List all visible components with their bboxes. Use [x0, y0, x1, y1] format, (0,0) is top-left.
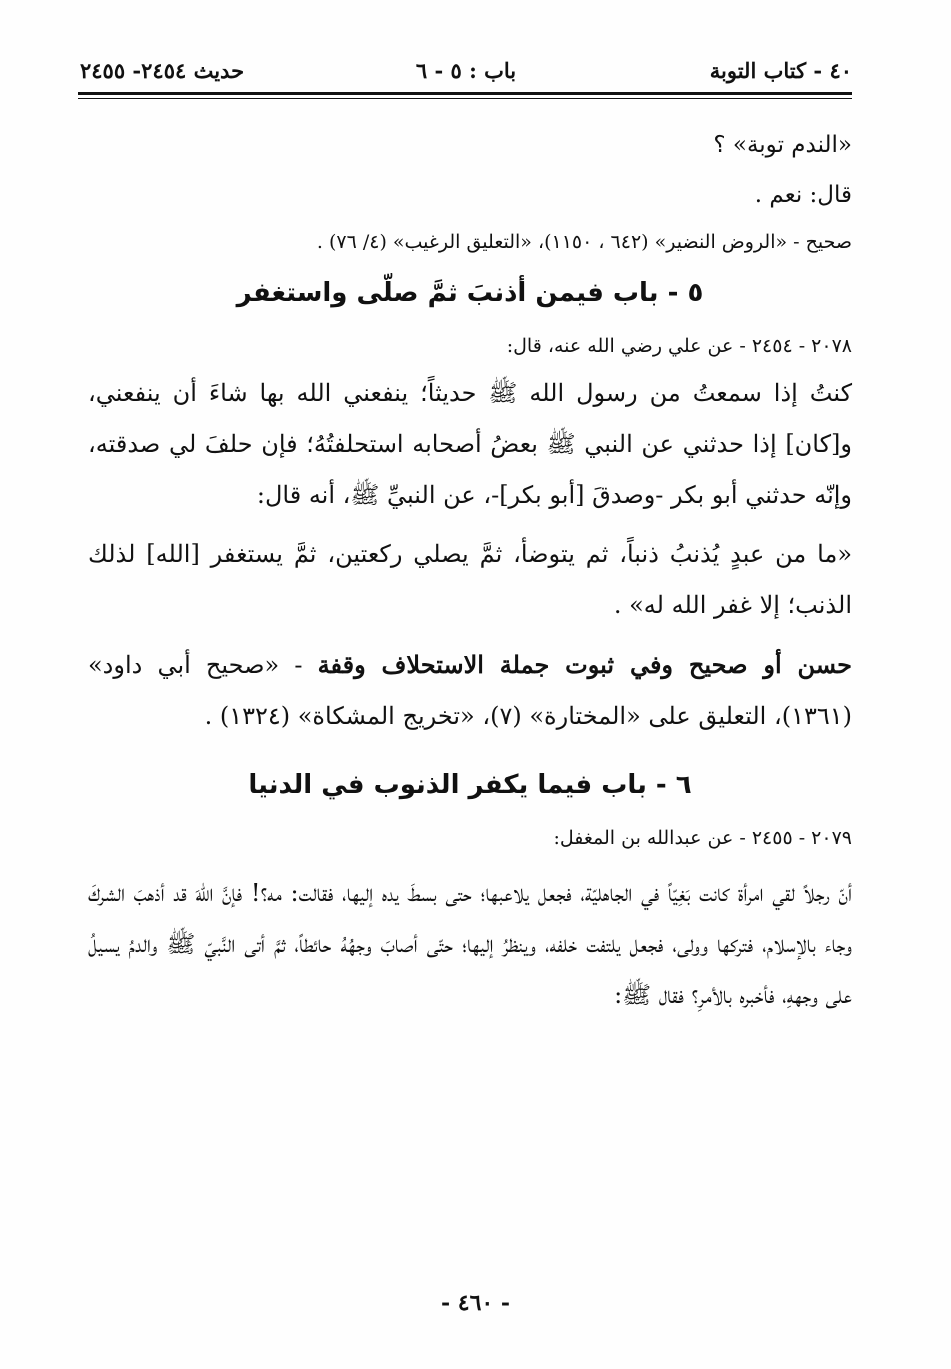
- grading-2078: [88, 639, 852, 742]
- chapter-heading-5: ٥ - باب فيمن أذنبَ ثمَّ صلّى واستغفر: [236, 278, 704, 308]
- chapter-heading-6: ٦ - باب فيما يكفر الذنوب في الدنيا: [248, 770, 692, 800]
- page-number: - ٤٦٠ -: [440, 1290, 511, 1316]
- quote-continuation: «الندم توبة» ؟: [713, 132, 852, 158]
- header-rule-thin: [78, 98, 852, 99]
- grading-line: صحيح - «الروض النضير» (٦٤٢ ، ١١٥٠)، «التعليق الرغيب» (٤/ ٧٦) .: [316, 231, 852, 253]
- grading-verdict: حسن أو صحيح وفي ثبوت جملة الاستحلاف وقفة: [317, 650, 852, 679]
- header-rule-thick: [78, 92, 852, 95]
- header-chapter-range: باب : ٥ - ٦: [415, 58, 517, 83]
- page-body: [88, 120, 852, 1021]
- running-header: [80, 52, 852, 96]
- answer-line: قال: نعم .: [754, 182, 852, 208]
- grading-sources: - «صحيح أبي داود» (١٣٦١)، التعليق على «المختارة» (٧)، «تخريج المشكاة» (١٣٢٤) .: [88, 651, 852, 730]
- header-hadith-range: حديث ٢٤٥٤- ٢٤٥٥: [80, 58, 245, 83]
- header-book-title: ٤٠ - كتاب التوبة: [709, 58, 852, 83]
- hadith-number-2078: ٢٠٧٨ - ٢٤٥٤ - عن علي رضي الله عنه، قال:: [506, 335, 852, 357]
- hadith-quote-2078: «ما من عبدٍ يُذنبُ ذنباً، ثم يتوضأ، ثمَّ يصلي ركعتين، ثمَّ يستغفر [الله] لذلك الذنب؛ إلا غفر الله له» .: [88, 540, 852, 619]
- hadith-text-2078: كنتُ إذا سمعتُ من رسول الله ﷺ حديثاً؛ ينفعني الله بها شاءَ أن ينفعني، و[كان] إذا حدثني عن النبي ﷺ بعضُ أصحابه استحلفتُهُ؛ فإن حلفَ لي صدقته، وإنّه حدثني أبو بكر -وصدقَ [أبو بكر]-، عن النبيِّ ﷺ، أنه قال:: [88, 379, 853, 509]
- hadith-number-2079: ٢٠٧٩ - ٢٤٥٥ - عن عبدالله بن المغفل:: [553, 827, 852, 849]
- hadith-text-2079: أنّ رجلاً لقي امرأة كانت بَغِيّاً في الجاهليّة، فجعل يلاعبها؛ حتى بسطَ يده إليها، فقالت: مه؟! فإنَّ اللهَ قد أذهبَ الشركَ وجاء بالإسلام، فتركها وولى، فجعل يلتفت خلفه، وينظرُ إليها؛ حتّى أصابَ وجهُهُ حائطاً، ثمَّ أتى النَّبيّ ﷺ والدمُ يسيلُ على وجههِ، فأخبره بالأمرِ؟ فقال ﷺ:: [88, 879, 852, 1009]
